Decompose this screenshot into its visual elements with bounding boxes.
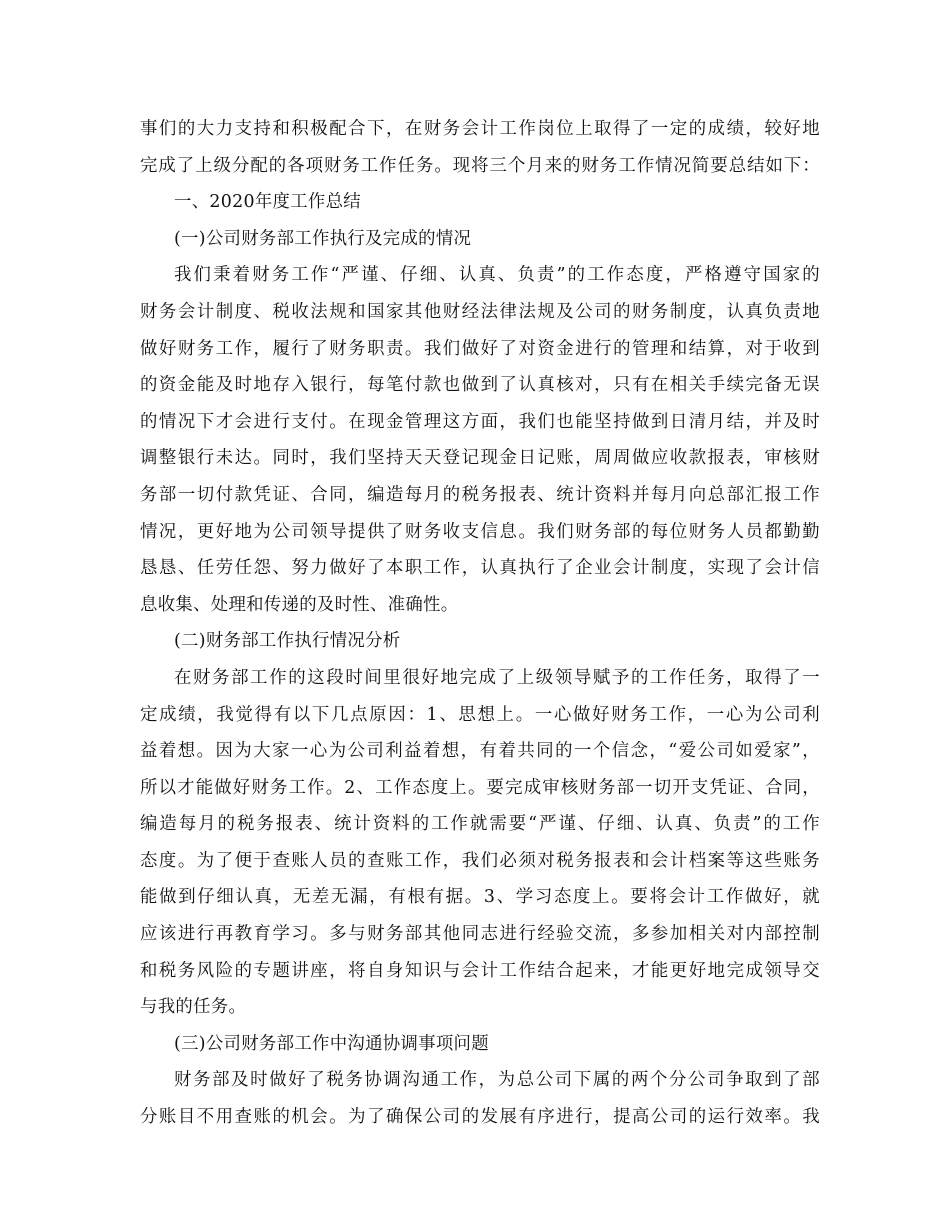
text-line: 定成绩，我觉得有以下几点原因：1、思想上。一心做好财务工作，一心为公司利 xyxy=(140,704,820,725)
text-line: 与我的任务。 xyxy=(140,997,247,1018)
text-line: 情况，更好地为公司领导提供了财务收支信息。我们财务部的每位财务人员都勤勤 xyxy=(140,521,820,542)
text-line: 分账目不用查账的机会。为了确保公司的发展有序进行，提高公司的运行效率。我 xyxy=(140,1107,820,1128)
text-line: 态度。为了便于查账人员的查账工作，我们必须对税务报表和会计档案等这些账务 xyxy=(140,850,820,871)
text-line: 调整银行未达。同时，我们坚持天天登记现金日记账，周周做应收款报表，审核财 xyxy=(140,448,820,469)
text-line: (三)公司财务部工作中沟通协调事项问题 xyxy=(174,1033,489,1054)
text-line: 财务会计制度、税收法规和国家其他财经法律法规及公司的财务制度，认真负责地 xyxy=(140,301,820,322)
text-line: 和税务风险的专题讲座，将自身知识与会计工作结合起来，才能更好地完成领导交 xyxy=(140,960,820,981)
text-line: 务部一切付款凭证、合同，编造每月的税务报表、统计资料并每月向总部汇报工作 xyxy=(140,484,820,505)
text-line: (一)公司财务部工作执行及完成的情况 xyxy=(174,228,472,249)
text-line: 完成了上级分配的各项财务工作任务。现将三个月来的财务工作情况简要总结如下： xyxy=(140,155,820,176)
text-line: 财务部及时做好了税务协调沟通工作，为总公司下属的两个分公司争取到了部 xyxy=(174,1070,820,1091)
text-line: 在财务部工作的这段时间里很好地完成了上级领导赋予的工作任务，取得了一 xyxy=(174,667,820,688)
text-line: 所以才能做好财务工作。2、工作态度上。要完成审核财务部一切开支凭证、合同， xyxy=(140,777,820,798)
document-body xyxy=(140,111,820,1136)
text-line: 能做到仔细认真，无差无漏，有根有据。3、学习态度上。要将会计工作做好，就 xyxy=(140,887,820,908)
text-line: 息收集、处理和传递的及时性、准确性。 xyxy=(140,594,459,615)
text-line: 应该进行再教育学习。多与财务部其他同志进行经验交流，多参加相关对内部控制 xyxy=(140,924,820,945)
text-line: 的情况下才会进行支付。在现金管理这方面，我们也能坚持做到日清月结，并及时 xyxy=(140,411,820,432)
text-line: 一、2020年度工作总结 xyxy=(174,192,361,213)
text-line: 恳恳、任劳任怨、努力做好了本职工作，认真执行了企业会计制度，实现了会计信 xyxy=(140,558,820,579)
text-line: 做好财务工作，履行了财务职责。我们做好了对资金进行的管理和结算，对于收到 xyxy=(140,338,820,359)
text-line: 益着想。因为大家一心为公司利益着想，有着共同的一个信念，“爱公司如爱家”， xyxy=(140,741,820,762)
text-line: 的资金能及时地存入银行，每笔付款也做到了认真核对，只有在相关手续完备无误 xyxy=(140,375,820,396)
text-line: 编造每月的税务报表、统计资料的工作就需要“严谨、仔细、认真、负责”的工作 xyxy=(140,814,820,835)
text-line: 事们的大力支持和积极配合下，在财务会计工作岗位上取得了一定的成绩，较好地 xyxy=(140,119,820,139)
text-line: 我们秉着财务工作“严谨、仔细、认真、负责”的工作态度，严格遵守国家的 xyxy=(174,265,820,286)
text-line: (二)财务部工作执行情况分析 xyxy=(174,631,401,652)
